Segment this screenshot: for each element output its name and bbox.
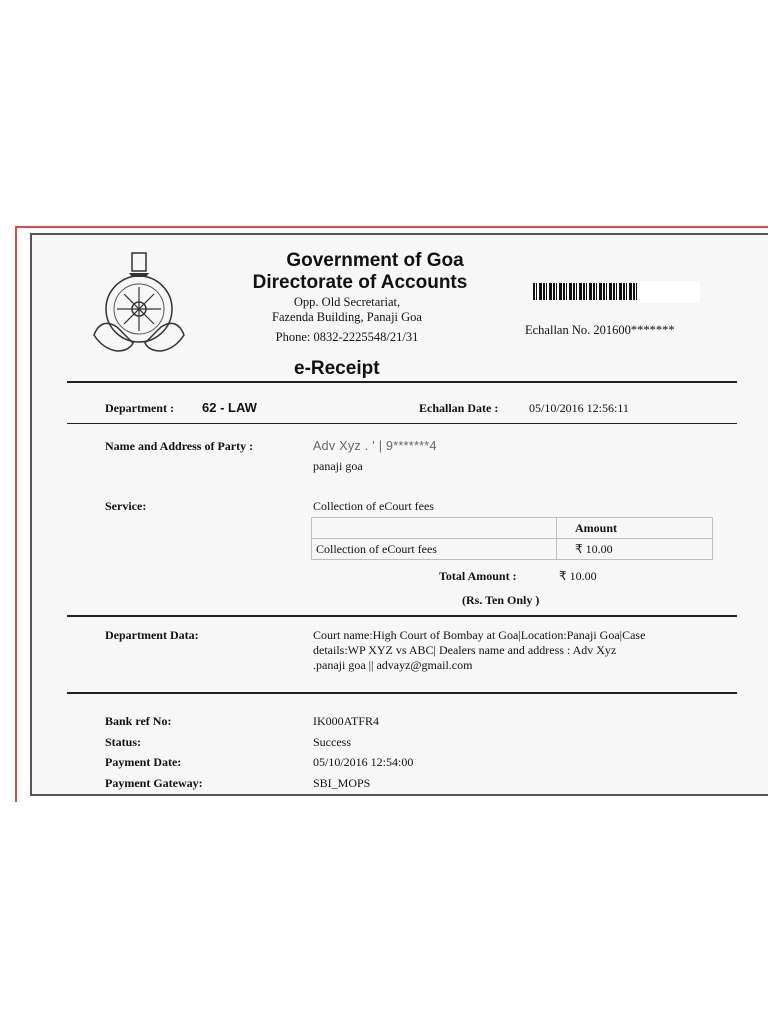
party-name: Adv Xyz . ' | 9*******4 — [313, 439, 437, 453]
payment-gateway-label: Payment Gateway: — [105, 776, 203, 790]
payment-date-value: 05/10/2016 12:54:00 — [313, 755, 414, 769]
status-label: Status: — [105, 735, 142, 749]
total-amount-label: Total Amount : — [439, 569, 517, 583]
table-row — [312, 539, 713, 560]
divider — [67, 381, 737, 383]
service-value: Collection of eCourt fees — [313, 499, 434, 513]
party-label: Name and Address of Party : — [105, 439, 254, 453]
total-amount-value: ₹ 10.00 — [559, 569, 597, 583]
table-row — [312, 518, 713, 539]
e-receipt — [30, 233, 768, 796]
address-line-1: Opp. Old Secretariat, — [293, 295, 401, 309]
title-directorate: Directorate of Accounts — [252, 272, 468, 293]
amount-table — [311, 517, 713, 560]
service-label: Service: — [105, 499, 147, 513]
payment-date-label: Payment Date: — [105, 755, 182, 769]
divider — [67, 692, 737, 694]
row-description: Collection of eCourt fees — [312, 539, 557, 560]
department-label: Department : — [105, 401, 174, 415]
amount-in-words: (Rs. Ten Only ) — [462, 593, 540, 607]
title-government: Government of Goa — [286, 250, 464, 271]
amount-header: Amount — [557, 518, 713, 539]
status-value: Success — [313, 735, 351, 749]
echallan-number: Echallan No. 201600******* — [525, 323, 675, 337]
department-data-line-3: .panaji goa || advayz@gmail.com — [313, 658, 473, 672]
divider — [67, 615, 737, 617]
bank-ref-label: Bank ref No: — [105, 714, 172, 728]
address-line-2: Fazenda Building, Panaji Goa — [272, 310, 422, 324]
barcode-redaction — [638, 281, 700, 303]
echallan-date-value: 05/10/2016 12:56:11 — [529, 401, 629, 415]
phone: Phone: 0832-2225548/21/31 — [275, 330, 419, 344]
department-value: 62 - LAW — [202, 400, 257, 415]
bank-ref-value: IK000ATFR4 — [313, 714, 380, 728]
echallan-date-label: Echallan Date : — [419, 401, 499, 415]
receipt-title: e-Receipt — [294, 358, 380, 379]
row-amount: ₹ 10.00 — [557, 539, 713, 560]
government-seal-icon — [89, 247, 189, 362]
barcode — [533, 283, 637, 300]
divider — [67, 423, 737, 424]
department-data-line-2: details:WP XYZ vs ABC| Dealers name and address : Adv Xyz — [313, 643, 617, 657]
payment-gateway-value: SBI_MOPS — [313, 776, 371, 790]
table-cell — [312, 518, 557, 539]
department-data-line-1: Court name:High Court of Bombay at Goa|Location:Panaji Goa|Case — [313, 628, 646, 642]
department-data-label: Department Data: — [105, 628, 199, 642]
party-address: panaji goa — [313, 459, 363, 473]
